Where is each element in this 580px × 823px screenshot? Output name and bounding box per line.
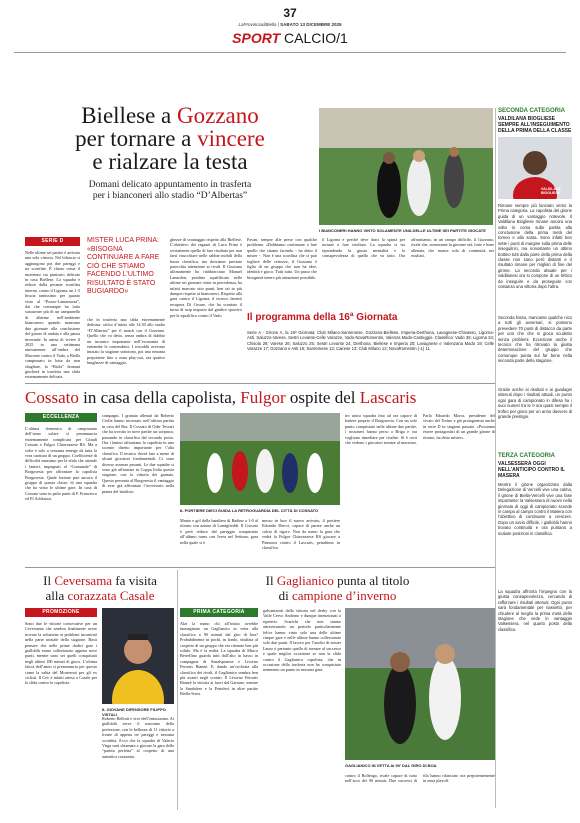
gaglianico-headline: Il Gaglianico punta al titolo di campione d’inverno [265, 573, 410, 603]
masthead: LaProvinciadiBiella [238, 22, 277, 27]
sidebar-text3: Grazie anche ai risultati e ai guadagni ottenuti dopo i risultati attuali, un punto ogni gara di campionato in difesa ha i suoi numeri tra le 0 ora quasi sempre il trofeo per gioco per un anno davvero di grande prestigio. [498, 387, 572, 420]
sidebar-headline: VALDILANA BIOGLIESE SEMPRE ALL’INSEGUIMENTO DELLA PRIMA DELLA CLASSE [498, 116, 572, 134]
quote-name: MISTER LUCA PRINA: [87, 237, 159, 244]
sidebar-text: Rimane sempre più lanciato verso la Prima categoria. La capolista del girone guida di un vantaggio notevole. Il Valdilana Biogliese rimane ancora una volta in corsa sulla partita alla conclusione della prima metà del torneo e alla sosta. Sono infatti ben sette i punti di margine sulla prima delle inseguitrici, ma nonostante un ottimo bottino tutti dalla parte della prima della classe non sono però distanti e il risultato rimane per migliori di fine del girone. La seconda attuale per i valdilanesi ora si compone di un trittico da inseguire e da proseguire con costanza una vittoria dopo l’altra. [498, 203, 572, 290]
cossato-col2: compagni. I granata allenati da Roberto Crolla hanno incassato nell’ultima partita in casa del Bra. Il Cossato di Oder Tescari che ha trovato in nove partite un sorpasso, passando in classifica dal secondo posto. Ora i lanieri affrontano la capolista in uno scontro diretto importante per l’alta classifica. Il tecnico dovrà fare a meno di alcuni giocatori fondamentali. Ci sono diverse assenze pesanti. Le due squadre si sono già affrontate in Coppa Italia questa stagione, con la vittoria dei granata. Questo presenta al Borgosesia il vantaggio di aver già affrontato l’avversario nella pianta del lanificio. [102, 413, 174, 494]
goalkeeper-action-image [180, 413, 340, 505]
sidebar-text4: Mentre il girone organizzato dalla Delegazione di Vercelli vive una calma, il girone di Biella-Vercelli vive una fase importante: la Valsessera di nuovo nella giornata di oggi di campionato scende in campo al campo contro il Masera con l’obiettivo di continuare a crescere. Dopo un avvio difficile, i gialloblù hanno trovato continuità e ora puntano a scalare posizioni in classifica. [498, 482, 572, 536]
cossato-col1: L’ultima domenica di campionato dell’anno solare si preannuncia estremamente complicata per Cittadi Cossato e Fulgor Chiavazzese RS. Ma a volte è solo a sessanta emerge da tutta la vera caratura di un gruppo. Coefficiente di difficoltà massimo per la sfida che attende i lanieri, impegnati al “Comunale” di Borgosesia per affrontare la capolista Borgosesia. Quale lezione può ancora il gruppo di questa classe, di una squadra che ha vinto le ultime gare. In casa di Cossato sono in palio punti di F. Francesco ed El Achkaoui. [25, 426, 97, 502]
ceversama-divider [177, 570, 178, 810]
ceversama-top-rule [25, 567, 495, 568]
quote-text: «BISOGNA CONTINUARE A FARE CIÒ CHE STIAMO FACENDO L’ULTIMO RISULTATO È STATO BUGIARDO» [87, 245, 160, 295]
lead-col2: che in trasferta una sfida estremamente delicata: calcio d’inizio alle 14.30 allo stadio “D’Albertas” per il match con il Gozzano. Quello che va detto, senza ombra di dubbio un incontro importante nell’economia di entrambe le contendenti. I rossoblù avevano iniziato la stagione sottotono, poi una rimonta prepotente fino a zona play-out, ora quattro lunghezze di vantaggio. [87, 317, 165, 366]
page-number: 37 [283, 6, 297, 20]
lead-col5: il Ligorna e perché deve darci la spinta per tornare a fare risultato. La squadra si sta riprendendo la giusta mentalità e la consapevolezza di quello che va fatto. Ora affrontiamo, in un campo difficile, il Gozzano, rivale che, nonostante la giovane età, forte e bene allenata, che manca solo di continuità nei risultati. [322, 237, 494, 259]
cossato-col3: Manto e gol della bandiera di Badino a 1-0 al ritorno con azione di Lamigfreddi. Il Cossato è però reduce dal pareggio conquistato all’ultimo turno con Ivrea nel Settimo, gara nella quale si è [180, 518, 258, 545]
lead-headline: Biellese a Gozzano per tornare a vincere e rialzare la testa [75, 103, 265, 174]
sidebar-photo-label: VALDILANA BIOGLIESE [541, 187, 561, 195]
ceversama-photo [102, 608, 174, 704]
cossato-col5: tro unico squadra fino ad ora capace di battere proprio il Borgosesia. Con un solo punto conquistato nelle ultime due partite, i rossoneri hanno perso a Briga e ora vogliono rimediare per risalire. Sì è certi che vedono i giocatori tornare al massimo. Parla Edoardo Morra, presidente del vivaio del Torino e già protagonista anche in serie D in stagioni passate. «Possiamo essere protagonisti di un grande girone di ritorno, ha detto mister». [345, 413, 495, 446]
masthead-line: LaProvinciadiBiella | SABATO 13 DICEMBRE 2025 [238, 22, 342, 27]
program-text: Serie A - Girone A, la 16ª Giornata: Club Milano-Sanremese, Gozzano-Biellese, Imperia-Derthona, Lavagnese-Chivasso, Ligorna-Asti, Saluzzo-Varese, Sestri Levante-Celle Varazze, Vado-NovaRomentin, Valenza Mado-Casteggio. Classifica: Vado 35; Ligorna 34; Chisola 26; Varese 26; Saluzzo 25; Sestri Levante 24; Derthona, Biellese e Imperia 20; Lavagnese e Valenzana Mado 19; Celle Varazze 17; Gozzano e Asti 16; Sanremese 13; Cairese 13; Club Milano 12; NovaRomentin (-1) 11. [247, 330, 494, 352]
cossato-headline: Cossato in casa della capolista, Fulgor ospite del Lascaris [25, 388, 417, 407]
sidebar-tag2: TERZA CATEGORIA [498, 453, 555, 459]
lead-col1: Nelle ultime sei partite è arrivata una sola vittoria. Nel bilancio si aggiungono poi due pareggi e tre sconfitte. È chiaro come il momento sia piuttosto delicato in casa Biellese. La squadra è reduce dalla pesante sconfitta interna, contro il Ligorna, un 1-3 brucia tantissimo per quanto visto al “Pozzo-Lamarmora”, dai che comunque ha fatto sussurrare più di un campanello di allarme nell’ambiente bianconero quando mancano due giornate alla conclusione del girone di andata e alla pausa invernale. In attesa di vivere il 2025 in una settimana nuovamente all’ombra del Mucrone contro il Vado, a Biella campionato in lotta da non sbagliare, la “Biola” domani giocherà in trasferta una sfida estremamente delicata. [25, 250, 80, 380]
issue-date: SABATO 13 DICEMBRE 2025 [280, 22, 342, 27]
sidebar-text2: Seconda fossa, mancante qualche nico a tutti gli avversari, si possono prevedere 70 punti di distacco da parte per uno che che si gioca scudetto senza problemi. Eccezione anche il tecnico che ha ritrovato la giusta determinazione del gruppo che comunque punta sul far bene nella seconda parte della stagione. [498, 315, 572, 364]
program-title: Il programma della 16ª Giornata [247, 312, 398, 323]
sidebar-divider [495, 108, 496, 808]
gaglianico-photo-caption: GAGLIANICO IN VETTA AI 90’ DAL GIRO DI BOA [345, 763, 437, 768]
cossato-tag: ECCELLENZA [25, 413, 97, 422]
sidebar-tag: SECONDA CATEGORIA [498, 108, 566, 114]
lead-col3: ghezze di svantaggio rispetto alla Biellese. L’obiettivo dei ragazzi di Luca Prina è ovviamente quello di fare risultato per non farsi risucchiare nelle sabbie mobili della bassa classifica, ma dovranno prestare parecchia attenzione ai rivali. Il Gozzano ultimamente ha riabbracciato Manuel Lanardon, petalino squalificato nelle ultime sei giornate citate in precedenza, ha infatti marcato otto punti, ben sei in più dunque rispetto ai bianconeri. Rispetto alla gara contro il Ligorna, il tecnico lanierò recupera Di Cesare, che ha scontato il turno di stop imposto dal giudice sportivo per la squalifica contro il Vado. [170, 237, 242, 318]
lead-pull-quote [87, 237, 165, 297]
sidebar [498, 108, 572, 808]
cossato-col4: messo in luce il nuovo arrivato, il portiere Edoardo Diecci, capace di parare anche un calcio di rigore. Non da meno la gara che vedrà la Fulgor Chiavazzese RS giocare a Pianezza contro il Lascaris, penultimo in classifica. [262, 518, 340, 551]
ceversama-photo-caption: IL GIOVANE DIFENSORE FILIPPO VISTALI [102, 707, 166, 717]
defender-portrait-image [102, 608, 174, 704]
sidebar-text5: La squadra affronta l’impegno con la giusta consapevolezza, cercando di rafforzare i risultati ottenuti. Ogni punto sarà fondamentale per riassetto, per chiudere al meglio la prima metà della stagione che vede in vantaggio Valsessera, nel quarto posto della classifica. [498, 589, 572, 632]
lead-photo [319, 108, 493, 225]
cossato-photo [180, 413, 340, 505]
lead-col4: Pavan, sempre alle prese con qualche problema. «Dobbiamo continuare a fare quello che stiamo facendo - ha detto il mister -. Non è una sconfitta che ci può togliere delle certezze, il Gozzano è figlio di un gruppo che non ha idee, identità e gioco. Tutti tutto. Un passo che bisognerà tenere più attenzione possibile. [247, 237, 317, 280]
ceversama-tag: PROMOZIONE [25, 608, 97, 617]
section-label: SPORT [232, 30, 281, 46]
header-rule [14, 52, 566, 53]
lead-subtitle: Domani delicato appuntamento in trasferta per i bianconeri allo stadio “D’Albertas” [88, 180, 252, 201]
gaglianico-col1: Alzi la mano chi all’inizio avrebbe immaginato un Gaglianico in vetta alla classifica a 90 minuti dal giro di boa? Probabilmente in pochi, in fondo, sbuffata al cospetto di un gruppo che era ritenuto ben più solido. Ma è la realtà. La squadra di Marco Berrellino guarda tutti dall’alto in basso in compagnia di Sonalsponese e Livorno Ferraris Bianzè. E, dando un’occhiata alla classifica dei rivali, il Gaglianico sembra ben più avanti negli scontri. Il Livorno Ferraris Bianzè la vittoria ai fuori dal Garrone, mentre la Sandalese e la Pratolesi in altre partite Biella-Ivrea. [180, 621, 258, 697]
ceversama-col2: Roberto Bellotti e vive dell’entusiasmo. Ai gialloblù serve il massimo della perfezione, con le bellezza di 11 vittorie a fronte di appena tre pareggi e nessuna sconfitta. Ecco che la squadra di Valerio Virga sarà chiamata a giocare la gara della “partita perfetta” al cospetto di una autentica corazzata. [102, 716, 174, 759]
ceversama-headline: Il Ceversama fa visita alla corazzata Casale [43, 573, 157, 603]
lead-tag: SERIE D [25, 237, 80, 246]
sidebar-headline2: VALSESSERA OGGI NELL’ANTICIPO CONTRO IL MASERA [498, 461, 565, 479]
gaglianico-tag: PRIMA CATEGORIA [180, 608, 258, 617]
gaglianico-photo [345, 608, 495, 760]
cossato-photo-caption: IL PORTIERE DIECI GUIDA LA RETROGUARDIA DEL CITTÀ DI COSSATO [180, 508, 319, 513]
cossato-top-rule [25, 383, 495, 384]
gaglianico-match-image [345, 608, 495, 760]
section-header [200, 30, 380, 46]
ceversama-col1: Sono due le vittorie consecutive per un Ceversama che sembra finalmente avere trovato la soluzione ai problemi incontrati nella parte iniziale della stagione. Basti pensare che nelle prime dodici gare i gialloblù erano collezionato appena nove punti, mentre sono sei quelli conquistati negli ultimi 180 minuti di gioco. L’ultima fatica dell’anno si preannuncia per questo come la salita del Morteroni per gli ex ciclisti. Il Cev è infatti atteso a Casale per la sfida contro la capolista. [25, 621, 97, 686]
football-match-image [319, 108, 493, 225]
subsection-label: CALCIO/1 [284, 30, 348, 46]
sidebar-photo [498, 137, 572, 199]
lead-photo-caption: I BIANCONERI HANNO VINTO SOLAMENTE UNA DELLE ULTIME SEI PARTITE GIOCATE [319, 228, 486, 233]
gaglianico-col2: galvanizzati dalla vittoria nel derby con la Valle Cervo Andorno e dunque intenzionati a ripetersi. Scarichi che non stanno attraversando un periodo particolarmente felice hanno vinto solo una delle ultime cinque gare e nelle ultime hanno collezionato solo due punti. Il lavoro per l’undici di mister Lauro è pertanto quello di tornare al successo e quale miglior occasione se non la sfida contro il Gaglianico capolista, che in occasione della trasferta non ha conquistato nemmeno un punto in nessuna gara. [263, 608, 341, 673]
gaglianico-col3: contro il Bollengo, rivale capace di tutto nell’arco dei 90 minuti. Due successi di fila hanno rilanciato ora prepotentemente in zona playoff. [345, 773, 495, 784]
